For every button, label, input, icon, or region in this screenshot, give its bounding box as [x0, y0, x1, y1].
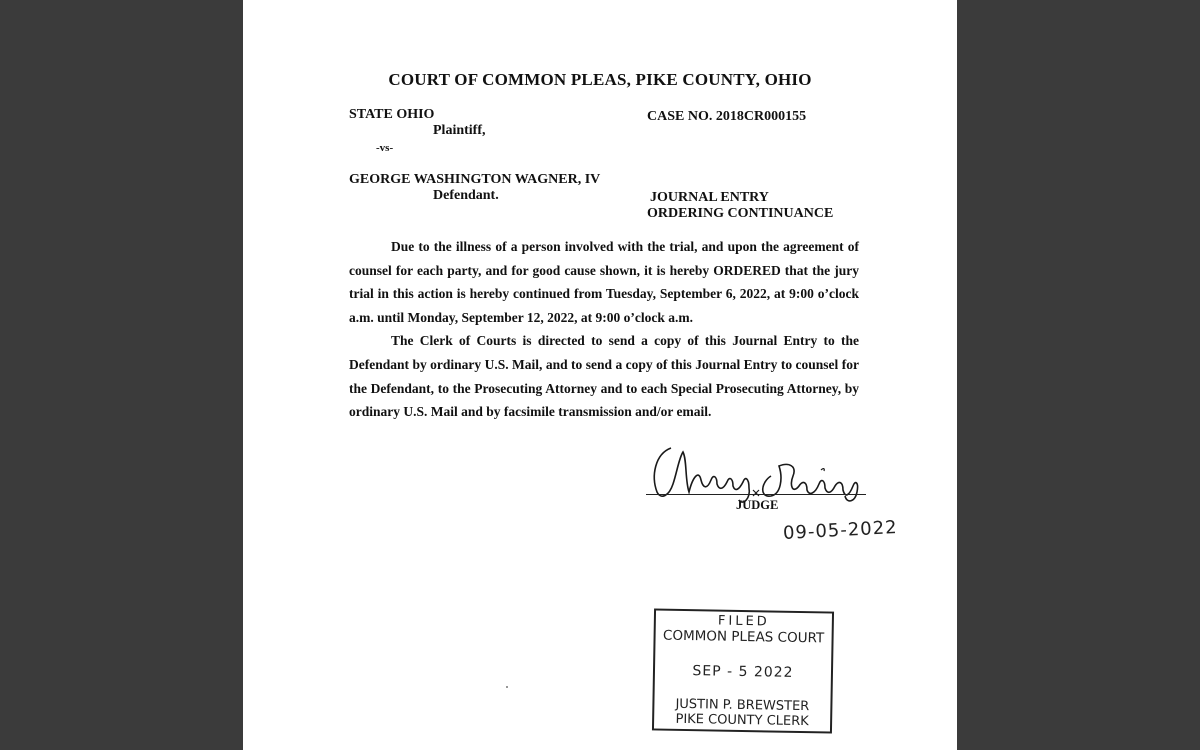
plaintiff-role: Plaintiff, [433, 123, 486, 138]
judge-label: JUDGE [736, 498, 779, 512]
handwritten-date: 09-05-2022 [782, 517, 899, 544]
order-paragraph-1: Due to the illness of a person involved with the trial, and upon the agreement of counsel for each party, and for good cause shown, it is hereby ORDERED that the jury trial in this action is hereby continued from Tuesday, September 6, 2022, at 9:00 o’clock a.m. until Monday, September 12, 2022, at 9:00 o’clock a.m. [349, 239, 859, 325]
plaintiff-name: STATE OHIO [349, 107, 435, 122]
filed-stamp [652, 608, 834, 733]
order-paragraph-2: The Clerk of Courts is directed to send a copy of this Journal Entry to the Defendant by ordinary U.S. Mail, and to send a copy of this Journal Entry to counsel for the Defendant, to the Prosecuting Attorney and to each Special Prosecuting Attorney, by ordinary U.S. Mail and by facsimile transmission and/or email. [349, 333, 859, 420]
versus-label: -vs- [376, 142, 394, 154]
stamp-clerk-name: JUSTIN P. BREWSTER [675, 696, 810, 715]
case-number: CASE NO. 2018CR000155 [647, 109, 807, 124]
document-page [243, 0, 957, 750]
defendant-role: Defendant. [433, 188, 499, 203]
defendant-name: GEORGE WASHINGTON WAGNER, IV [349, 172, 601, 187]
stamp-date: SEP - 5 2022 [692, 663, 794, 681]
entry-title-line2: ORDERING CONTINUANCE [647, 206, 834, 221]
court-title: COURT OF COMMON PLEAS, PIKE COUNTY, OHIO [388, 70, 812, 89]
stamp-court: COMMON PLEAS COURT [662, 627, 825, 647]
signature-line [646, 494, 866, 495]
stamp-clerk-title: PIKE COUNTY CLERK [675, 711, 809, 730]
scan-speck [506, 686, 508, 688]
order-body [349, 235, 859, 424]
stamp-filed: FILED [717, 613, 770, 630]
entry-title-line1: JOURNAL ENTRY [650, 190, 769, 205]
